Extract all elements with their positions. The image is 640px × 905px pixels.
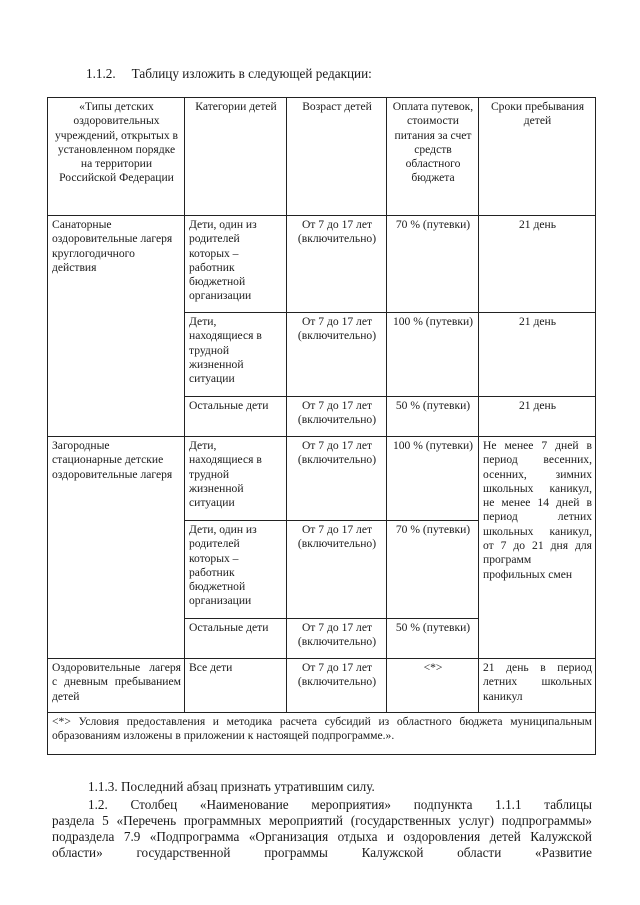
age-cell: От 7 до 17 лет (включительно) (287, 397, 387, 437)
payment-cell: 70 % (путевки) (387, 521, 479, 619)
table-row (48, 437, 596, 521)
age-cell: От 7 до 17 лет (включительно) (287, 313, 387, 397)
header-stay-term: Сроки пребывания детей (479, 98, 596, 216)
table-footnote: <*> Условия предоставления и методика расчета субсидий из областного бюджета муниципальным образованиям изложены в приложении к настоящей подпрограмме.». (48, 713, 596, 755)
paragraph-number: 1.1.2. (86, 66, 116, 81)
institution-type-cell: Загородные стационарные детские оздоровительные лагеря (48, 437, 185, 659)
paragraph-text: Таблицу изложить в следующей редакции: (131, 66, 372, 81)
paragraph-line: 1.2. Столбец «Наименование мероприятия» подпункта 1.1.1 таблицы (88, 797, 592, 812)
institution-type-cell: Санаторные оздоровительные лагеря круглогодичного действия (48, 216, 185, 437)
age-cell: От 7 до 17 лет (включительно) (287, 521, 387, 619)
header-children-category: Категории детей (185, 98, 287, 216)
category-cell: Дети, находящиеся в трудной жизненной ситуации (185, 313, 287, 397)
table-footnote-row (48, 713, 596, 755)
paragraph-line: области» государственной программы Калужской области «Развитие (52, 845, 592, 860)
term-cell: 21 день (479, 397, 596, 437)
age-cell: От 7 до 17 лет (включительно) (287, 619, 387, 659)
term-cell: Не менее 7 дней в период весенних, осенних, зимних школьных каникул, не менее 14 дней в период летних школьных каникул, от 7 до 21 дня для программ профильных смен (479, 437, 596, 659)
age-cell: От 7 до 17 лет (включительно) (287, 659, 387, 713)
category-cell: Дети, находящиеся в трудной жизненной ситуации (185, 437, 287, 521)
header-institution-type: «Типы детских оздоровительных учреждений, открытых в установленном порядке на территории Российской Федерации (48, 98, 185, 216)
paragraph-line: подраздела 7.9 «Подпрограмма «Организация отдыха и оздоровления детей Калужской (52, 829, 592, 844)
payment-cell: 100 % (путевки) (387, 437, 479, 521)
header-children-age: Возраст детей (287, 98, 387, 216)
table-row (48, 659, 596, 713)
payment-cell: 50 % (путевки) (387, 397, 479, 437)
category-cell: Все дети (185, 659, 287, 713)
header-payment: Оплата путевок, стоимости питания за счет средств областного бюджета (387, 98, 479, 216)
paragraph-1-1-3: 1.1.3. Последний абзац признать утратившим силу. (88, 779, 375, 794)
category-cell: Дети, один из родителей которых – работник бюджетной организации (185, 521, 287, 619)
term-cell: 21 день в период летних школьных каникул (479, 659, 596, 713)
term-cell: 21 день (479, 313, 596, 397)
payment-cell: 70 % (путевки) (387, 216, 479, 313)
category-cell: Остальные дети (185, 619, 287, 659)
paragraph-line: раздела 5 «Перечень программных мероприятий (государственных услуг) подпрограммы» (52, 813, 592, 828)
paragraph-1-2 (52, 797, 592, 861)
payment-cell: 100 % (путевки) (387, 313, 479, 397)
category-cell: Остальные дети (185, 397, 287, 437)
paragraph-1-1-2 (86, 66, 372, 82)
age-cell: От 7 до 17 лет (включительно) (287, 216, 387, 313)
table-row (48, 216, 596, 313)
age-cell: От 7 до 17 лет (включительно) (287, 437, 387, 521)
children-camps-table (47, 97, 596, 755)
payment-cell: 50 % (путевки) (387, 619, 479, 659)
payment-cell: <*> (387, 659, 479, 713)
institution-type-cell: Оздоровительные лагеря с дневным пребыванием детей (48, 659, 185, 713)
category-cell: Дети, один из родителей которых – работник бюджетной организации (185, 216, 287, 313)
table-header-row (48, 98, 596, 216)
term-cell: 21 день (479, 216, 596, 313)
